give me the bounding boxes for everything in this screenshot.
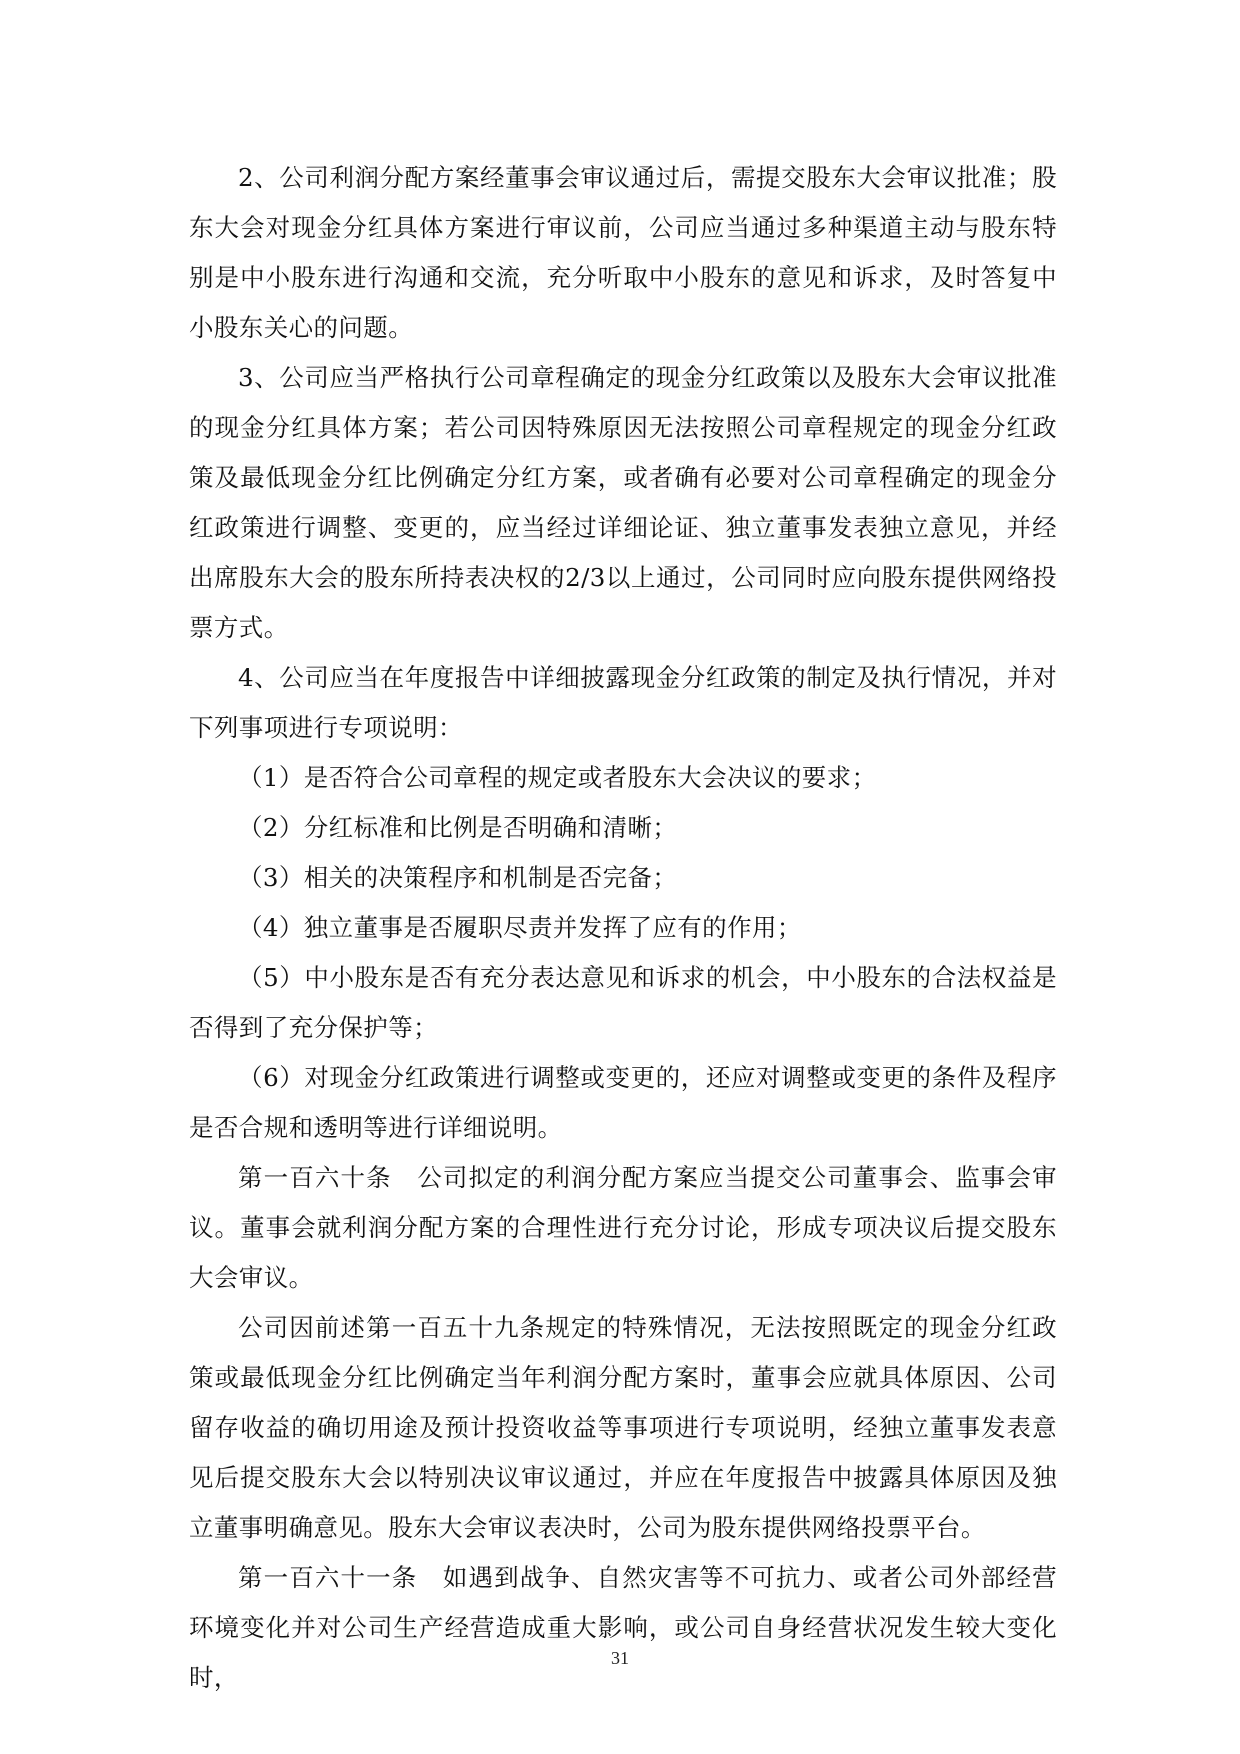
list-item-3: （3）相关的决策程序和机制是否完备； bbox=[238, 863, 678, 892]
article-160: 第一百六十条 公司拟定的利润分配方案应当提交公司董事会、监事会审议。董事会就利润分配方案的合理性进行充分讨论，形成专项决议后提交股东大会审议。 bbox=[189, 1163, 1057, 1292]
page-number: 31 bbox=[611, 1648, 629, 1668]
list-item-6: （6）对现金分红政策进行调整或变更的，还应对调整或变更的条件及程序是否合规和透明等进行详细说明。 bbox=[189, 1063, 1057, 1142]
paragraph-item-3: 3、公司应当严格执行公司章程确定的现金分红政策以及股东大会审议批准的现金分红具体方案；若公司因特殊原因无法按照公司章程规定的现金分红政策及最低现金分红比例确定分红方案，或者确有必要对公司章程确定的现金分红政策进行调整、变更的，应当经过详细论证、独立董事发表独立意见，并经出席股东大会的股东所持表决权的2/3以上通过，公司同时应向股东提供网络投票方式。 bbox=[189, 363, 1057, 642]
paragraph-item-4: 4、公司应当在年度报告中详细披露现金分红政策的制定及执行情况，并对下列事项进行专项说明： bbox=[189, 663, 1057, 742]
paragraph-item-2: 2、公司利润分配方案经董事会审议通过后，需提交股东大会审议批准；股东大会对现金分红具体方案进行审议前，公司应当通过多种渠道主动与股东特别是中小股东进行沟通和交流，充分听取中小股东的意见和诉求，及时答复中小股东关心的问题。 bbox=[189, 163, 1057, 342]
list-item-4: （4）独立董事是否履职尽责并发挥了应有的作用； bbox=[238, 913, 802, 942]
body-text bbox=[189, 153, 1057, 1703]
list-item-1: （1）是否符合公司章程的规定或者股东大会决议的要求； bbox=[238, 763, 877, 792]
article-160-continuation: 公司因前述第一百五十九条规定的特殊情况，无法按照既定的现金分红政策或最低现金分红比例确定当年利润分配方案时，董事会应就具体原因、公司留存收益的确切用途及预计投资收益等事项进行专项说明，经独立董事发表意见后提交股东大会以特别决议审议通过，并应在年度报告中披露具体原因及独立董事明确意见。股东大会审议表决时，公司为股东提供网络投票平台。 bbox=[189, 1313, 1057, 1542]
list-item-5: （5）中小股东是否有充分表达意见和诉求的机会，中小股东的合法权益是否得到了充分保护等； bbox=[189, 963, 1057, 1042]
article-161: 第一百六十一条 如遇到战争、自然灾害等不可抗力、或者公司外部经营环境变化并对公司生产经营造成重大影响，或公司自身经营状况发生较大变化时， bbox=[189, 1563, 1057, 1692]
list-item-2: （2）分红标准和比例是否明确和清晰； bbox=[238, 813, 678, 842]
